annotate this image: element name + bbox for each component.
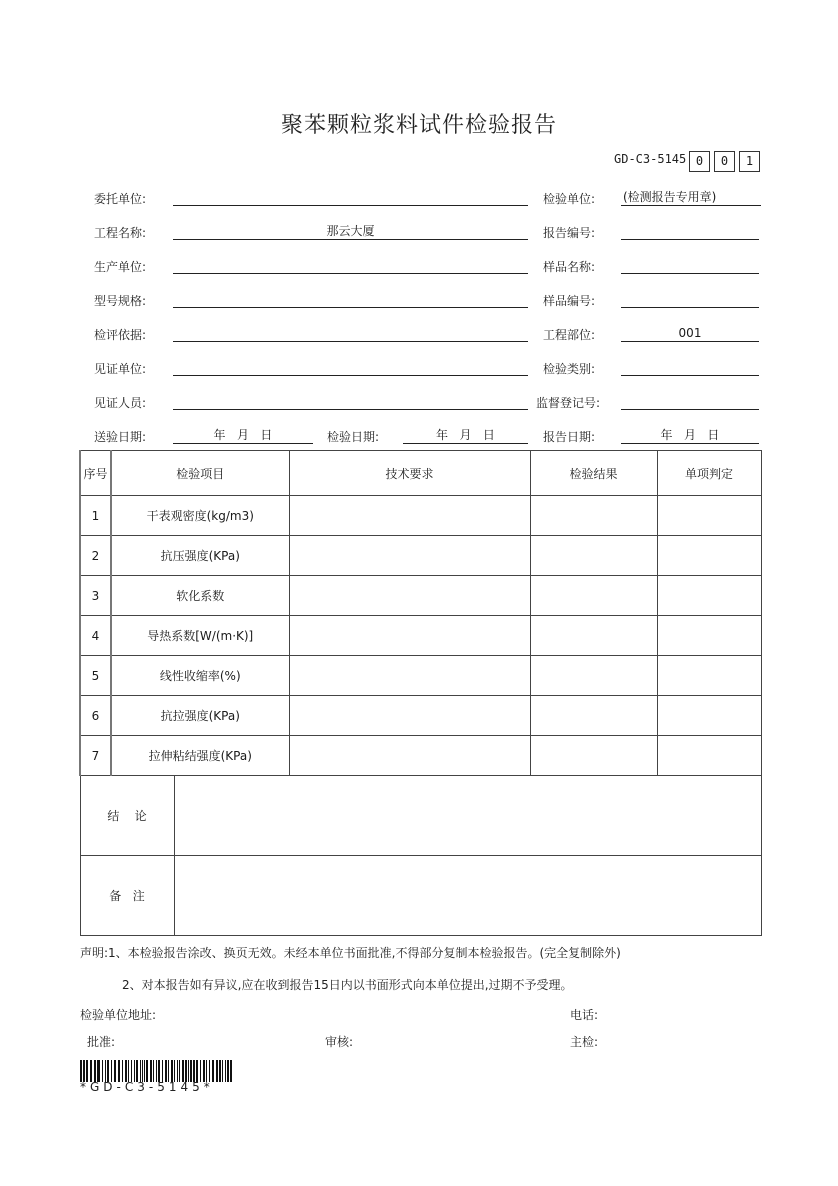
barcode-bar [162,1060,163,1082]
field-model-spec[interactable] [173,291,528,308]
row-item: 抗拉强度(KPa) [111,696,289,736]
barcode-bar [86,1060,88,1082]
row-item: 干表观密度(kg/m3) [111,496,289,536]
barcode-bar [136,1060,138,1082]
field-basis[interactable] [173,325,528,342]
field-label-inspection-unit: 检验单位: [543,192,596,206]
table-row [80,536,761,576]
barcode-bar [134,1060,135,1082]
barcode-bar [105,1060,106,1082]
remarks-field[interactable] [174,856,761,936]
barcode-bar [185,1060,186,1082]
barcode-bar [128,1060,129,1082]
field-client[interactable] [173,189,528,206]
row-requirement[interactable] [289,576,530,616]
form-code-digit-1: 0 [689,151,710,172]
row-requirement[interactable] [289,496,530,536]
table-row [80,576,761,616]
barcode-bar [177,1060,178,1082]
remarks-row [80,856,761,936]
phone-label: 电话: [570,1008,599,1022]
row-no: 5 [80,656,111,696]
form-code-digit-2: 0 [714,151,735,172]
field-label-witness-person: 见证人员: [94,396,147,410]
barcode-bar [158,1060,160,1082]
row-result[interactable] [530,616,657,656]
inspection-table [79,450,762,936]
barcode-bar [196,1060,198,1082]
row-result[interactable] [530,576,657,616]
barcode-bar [114,1060,116,1082]
field-project-name[interactable]: 那云大厦 [173,223,528,240]
remarks-label: 备 注 [80,856,174,936]
field-project-part[interactable]: 001 [621,325,759,342]
field-report-no[interactable] [621,223,759,240]
field-inspection-date[interactable]: 年 月 日 [403,427,528,444]
row-no: 6 [80,696,111,736]
barcode-bar [118,1060,120,1082]
barcode-bar [174,1060,175,1082]
row-requirement[interactable] [289,536,530,576]
barcode-bar [203,1060,205,1082]
form-code: GD-C3-5145 [614,152,687,166]
table-row [80,736,761,776]
table-row [80,496,761,536]
row-judgement[interactable] [657,696,761,736]
row-requirement[interactable] [289,736,530,776]
table-row [80,696,761,736]
inspector-label: 主检: [570,1035,599,1049]
header-result: 检验结果 [530,451,657,496]
table-row [80,656,761,696]
barcode-bar [156,1060,157,1082]
form-code-digit-3: 1 [739,151,760,172]
field-report-date[interactable]: 年 月 日 [621,427,759,444]
field-inspection-type[interactable] [621,359,759,376]
header-no: 序号 [80,451,111,496]
row-item: 线性收缩率(%) [111,656,289,696]
conclusion-field[interactable] [174,776,761,856]
row-result[interactable] [530,536,657,576]
row-judgement[interactable] [657,496,761,536]
field-label-sample-no: 样品编号: [543,294,596,308]
barcode-bar [206,1060,207,1082]
barcode-bar [150,1060,152,1082]
barcode-bar [193,1060,195,1082]
field-label-manufacturer: 生产单位: [94,260,147,274]
row-judgement[interactable] [657,576,761,616]
barcode-bar [179,1060,180,1082]
barcode-bar [83,1060,85,1082]
barcode-bar [182,1060,184,1082]
field-inspection-unit[interactable]: (检测报告专用章) [621,189,761,206]
row-result[interactable] [530,496,657,536]
barcode-bar [225,1060,226,1082]
barcode-bar [186,1060,187,1082]
row-item: 软化系数 [111,576,289,616]
field-supervision-no[interactable] [621,393,759,410]
page-title: 聚苯颗粒浆料试件检验报告 [280,113,557,138]
barcode-text: *GD-C3-5145* [80,1080,214,1094]
barcode-bar [165,1060,167,1082]
field-witness-person[interactable] [173,393,528,410]
barcode-bar [94,1060,96,1082]
row-no: 1 [80,496,111,536]
barcode-bar [146,1060,148,1082]
barcode-bar [212,1060,214,1082]
conclusion-row [80,776,761,856]
field-label-project-part: 工程部位: [543,328,596,342]
row-judgement[interactable] [657,616,761,656]
barcode-bar [153,1060,154,1082]
field-manufacturer[interactable] [173,257,528,274]
row-item: 导热系数[W/(m·K)] [111,616,289,656]
barcode-bar [171,1060,173,1082]
row-item: 拉伸粘结强度(KPa) [111,736,289,776]
field-sample-no[interactable] [621,291,759,308]
field-sample-name[interactable] [621,257,759,274]
row-requirement[interactable] [289,656,530,696]
barcode-bar [168,1060,169,1082]
label-report-date: 报告日期: [543,430,596,444]
row-judgement[interactable] [657,656,761,696]
conclusion-label: 结 论 [80,776,174,856]
label-inspection-date: 检验日期: [327,430,380,444]
barcode-bar [98,1060,100,1082]
barcode-bar [97,1060,98,1082]
barcode-bar [80,1060,82,1082]
row-no: 3 [80,576,111,616]
field-label-inspection-type: 检验类别: [543,362,596,376]
barcode-bar [219,1060,221,1082]
barcode-bar [90,1060,92,1082]
field-label-report-no: 报告编号: [543,226,596,240]
field-label-witness-unit: 见证单位: [94,362,147,376]
review-label: 审核: [325,1035,354,1049]
row-no: 2 [80,536,111,576]
row-no: 4 [80,616,111,656]
barcode-bar [144,1060,146,1082]
table-row [80,616,761,656]
row-item: 抗压强度(KPa) [111,536,289,576]
row-result[interactable] [530,656,657,696]
table-header-row [80,451,761,496]
row-requirement[interactable] [289,696,530,736]
barcode-bar [102,1060,103,1082]
barcode-bar [200,1060,201,1082]
row-no: 7 [80,736,111,776]
field-witness-unit[interactable] [173,359,528,376]
statement-line-2: 2、对本报告如有异议,应在收到报告15日内以书面形式向本单位提出,过期不予受理。 [122,978,573,992]
field-label-client: 委托单位: [94,192,147,206]
field-label-model-spec: 型号规格: [94,294,147,308]
header-judgement: 单项判定 [657,451,761,496]
barcode-bar [131,1060,132,1082]
barcode-bar [188,1060,189,1082]
header-requirement: 技术要求 [289,451,530,496]
barcode-bar [209,1060,210,1082]
field-submit-date[interactable]: 年 月 日 [173,427,313,444]
barcode-bar [222,1060,224,1082]
statement-line-1: 声明:1、本检验报告涂改、换页无效。未经本单位书面批准,不得部分复制本检验报告。(完全复制除外) [80,946,621,960]
barcode-bar [227,1060,229,1082]
barcode-icon [80,1060,234,1082]
barcode-bar [122,1060,123,1082]
barcode-bar [107,1060,109,1082]
barcode-bar [125,1060,127,1082]
barcode-bar [216,1060,218,1082]
field-label-supervision-no: 监督登记号: [536,396,601,410]
field-label-basis: 检评依据: [94,328,147,342]
header-item: 检验项目 [111,451,289,496]
row-result[interactable] [530,736,657,776]
label-submit-date: 送验日期: [94,430,147,444]
row-judgement[interactable] [657,736,761,776]
row-judgement[interactable] [657,536,761,576]
barcode-bar [111,1060,112,1082]
barcode-bar [230,1060,232,1082]
barcode-bar [140,1060,141,1082]
row-result[interactable] [530,696,657,736]
address-label: 检验单位地址: [80,1008,157,1022]
approve-label: 批准: [87,1035,116,1049]
field-label-sample-name: 样品名称: [543,260,596,274]
barcode-bar [190,1060,192,1082]
field-label-project-name: 工程名称: [94,226,147,240]
row-requirement[interactable] [289,616,530,656]
barcode-bar [142,1060,143,1082]
